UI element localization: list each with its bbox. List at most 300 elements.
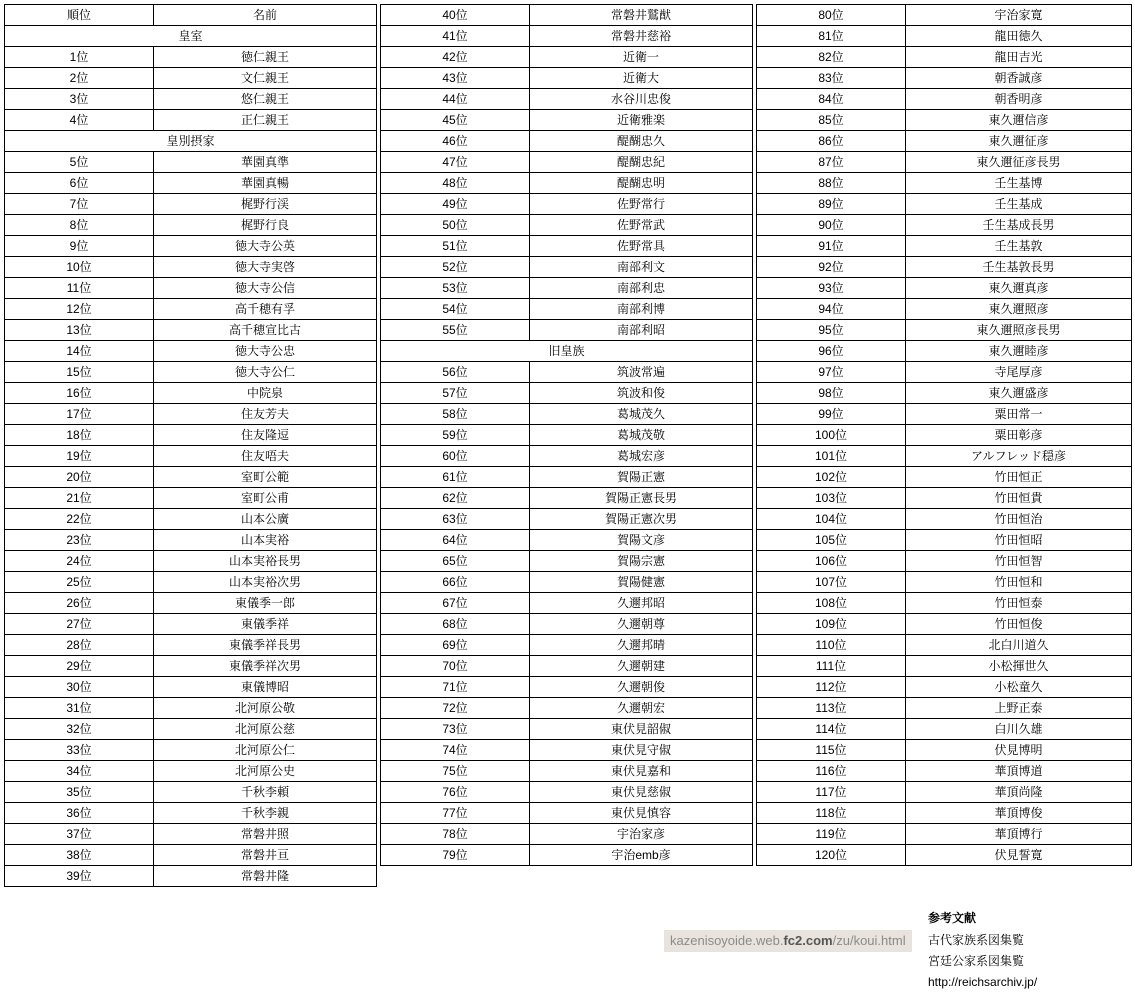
cell-rank: 110位 bbox=[757, 635, 906, 656]
table-row bbox=[381, 362, 753, 383]
table-row bbox=[381, 740, 753, 761]
cell-rank: 17位 bbox=[5, 404, 154, 425]
cell-rank: 106位 bbox=[757, 551, 906, 572]
cell-name: 千秋李頼 bbox=[154, 782, 377, 803]
cell-rank: 103位 bbox=[757, 488, 906, 509]
table-row bbox=[5, 152, 377, 173]
cell-name: 久邇朝俊 bbox=[530, 677, 753, 698]
cell-name: 賀陽正憲次男 bbox=[530, 509, 753, 530]
cell-rank: 99位 bbox=[757, 404, 906, 425]
cell-rank: 70位 bbox=[381, 656, 530, 677]
cell-name: 東久邇征彦 bbox=[906, 131, 1132, 152]
cell-name: 小松揮世久 bbox=[906, 656, 1132, 677]
cell-rank: 37位 bbox=[5, 824, 154, 845]
cell-rank: 79位 bbox=[381, 845, 530, 866]
table-body-3 bbox=[757, 5, 1132, 866]
table-row bbox=[5, 47, 377, 68]
cell-name: 東儀博昭 bbox=[154, 677, 377, 698]
table-row bbox=[757, 593, 1132, 614]
cell-name: 東儀季一郎 bbox=[154, 593, 377, 614]
table-row bbox=[757, 152, 1132, 173]
cell-rank: 65位 bbox=[381, 551, 530, 572]
cell-name: 粟田彰彦 bbox=[906, 425, 1132, 446]
cell-rank: 11位 bbox=[5, 278, 154, 299]
table-row bbox=[757, 68, 1132, 89]
cell-rank: 84位 bbox=[757, 89, 906, 110]
cell-name: 東儀季祥 bbox=[154, 614, 377, 635]
cell-name: 壬生基成 bbox=[906, 194, 1132, 215]
cell-name: 水谷川忠俊 bbox=[530, 89, 753, 110]
table-row bbox=[757, 215, 1132, 236]
cell-name: 常磐井照 bbox=[154, 824, 377, 845]
table-row bbox=[5, 110, 377, 131]
table-row bbox=[5, 572, 377, 593]
table-row bbox=[757, 509, 1132, 530]
cell-name: 北河原公仁 bbox=[154, 740, 377, 761]
table-row bbox=[381, 593, 753, 614]
succession-table-2 bbox=[380, 4, 753, 866]
cell-rank: 93位 bbox=[757, 278, 906, 299]
cell-name: 葛城茂敬 bbox=[530, 425, 753, 446]
cell-rank: 114位 bbox=[757, 719, 906, 740]
cell-rank: 57位 bbox=[381, 383, 530, 404]
cell-name: 常磐井亘 bbox=[154, 845, 377, 866]
table-row bbox=[381, 194, 753, 215]
cell-rank: 51位 bbox=[381, 236, 530, 257]
cell-rank: 102位 bbox=[757, 467, 906, 488]
table-row bbox=[381, 719, 753, 740]
cell-rank: 98位 bbox=[757, 383, 906, 404]
section-label: 皇室 bbox=[5, 26, 377, 47]
table-row bbox=[381, 26, 753, 47]
cell-name: 賀陽健憲 bbox=[530, 572, 753, 593]
cell-rank: 95位 bbox=[757, 320, 906, 341]
cell-rank: 38位 bbox=[5, 845, 154, 866]
table-row bbox=[5, 215, 377, 236]
table-row bbox=[5, 803, 377, 824]
section-row bbox=[5, 131, 377, 152]
cell-rank: 68位 bbox=[381, 614, 530, 635]
table-row bbox=[5, 362, 377, 383]
table-row bbox=[757, 5, 1132, 26]
cell-name: 伏見誓寛 bbox=[906, 845, 1132, 866]
cell-rank: 29位 bbox=[5, 656, 154, 677]
cell-name: 東久邇信彦 bbox=[906, 110, 1132, 131]
table-row bbox=[381, 215, 753, 236]
cell-name: 東儀季祥長男 bbox=[154, 635, 377, 656]
cell-rank: 83位 bbox=[757, 68, 906, 89]
table-row bbox=[381, 488, 753, 509]
url-highlight: fc2.com bbox=[783, 933, 833, 948]
cell-name: 竹田恒貴 bbox=[906, 488, 1132, 509]
table-row bbox=[5, 488, 377, 509]
cell-rank: 112位 bbox=[757, 677, 906, 698]
table-row bbox=[757, 236, 1132, 257]
table-row bbox=[381, 5, 753, 26]
cell-rank: 59位 bbox=[381, 425, 530, 446]
cell-name: 常磐井慈裕 bbox=[530, 26, 753, 47]
table-row bbox=[757, 824, 1132, 845]
cell-name: 東伏見慈俶 bbox=[530, 782, 753, 803]
cell-name: 高千穂有孚 bbox=[154, 299, 377, 320]
cell-rank: 40位 bbox=[381, 5, 530, 26]
cell-rank: 30位 bbox=[5, 677, 154, 698]
section-label: 旧皇族 bbox=[381, 341, 753, 362]
cell-rank: 1位 bbox=[5, 47, 154, 68]
cell-rank: 15位 bbox=[5, 362, 154, 383]
cell-name: 賀陽正憲長男 bbox=[530, 488, 753, 509]
cell-name: 南部利文 bbox=[530, 257, 753, 278]
table-row bbox=[5, 845, 377, 866]
table-row bbox=[381, 236, 753, 257]
cell-rank: 4位 bbox=[5, 110, 154, 131]
url-prefix: kazenisoyoide.web. bbox=[670, 933, 784, 948]
table-row bbox=[757, 782, 1132, 803]
table-row bbox=[381, 68, 753, 89]
cell-name: 粟田常一 bbox=[906, 404, 1132, 425]
cell-name: 竹田恒正 bbox=[906, 467, 1132, 488]
table-row bbox=[5, 425, 377, 446]
cell-name: 徳大寺公仁 bbox=[154, 362, 377, 383]
cell-name: 東伏見韶俶 bbox=[530, 719, 753, 740]
table-row bbox=[381, 299, 753, 320]
cell-name: 常磐井鷲猷 bbox=[530, 5, 753, 26]
table-row bbox=[757, 320, 1132, 341]
table-row bbox=[381, 614, 753, 635]
cell-rank: 60位 bbox=[381, 446, 530, 467]
cell-name: 久邇朝尊 bbox=[530, 614, 753, 635]
cell-rank: 81位 bbox=[757, 26, 906, 47]
reference-item-1: 古代家族系図集覧 bbox=[928, 933, 1025, 947]
cell-rank: 120位 bbox=[757, 845, 906, 866]
cell-rank: 92位 bbox=[757, 257, 906, 278]
references-block bbox=[928, 908, 1037, 993]
table-row bbox=[5, 257, 377, 278]
cell-rank: 104位 bbox=[757, 509, 906, 530]
table-row bbox=[381, 635, 753, 656]
cell-name: 竹田恒治 bbox=[906, 509, 1132, 530]
column-2 bbox=[380, 4, 752, 866]
cell-rank: 87位 bbox=[757, 152, 906, 173]
cell-rank: 97位 bbox=[757, 362, 906, 383]
cell-name: 北河原公史 bbox=[154, 761, 377, 782]
cell-rank: 116位 bbox=[757, 761, 906, 782]
section-label: 皇別摂家 bbox=[5, 131, 377, 152]
cell-name: 白川久雄 bbox=[906, 719, 1132, 740]
cell-rank: 10位 bbox=[5, 257, 154, 278]
cell-rank: 55位 bbox=[381, 320, 530, 341]
cell-name: 宇治家寛 bbox=[906, 5, 1132, 26]
cell-rank: 109位 bbox=[757, 614, 906, 635]
cell-rank: 42位 bbox=[381, 47, 530, 68]
table-row bbox=[5, 530, 377, 551]
cell-rank: 47位 bbox=[381, 152, 530, 173]
cell-name: 久邇邦晴 bbox=[530, 635, 753, 656]
cell-name: 筑波和俊 bbox=[530, 383, 753, 404]
table-row bbox=[381, 320, 753, 341]
cell-name: 山本実裕次男 bbox=[154, 572, 377, 593]
cell-rank: 25位 bbox=[5, 572, 154, 593]
cell-name: 文仁親王 bbox=[154, 68, 377, 89]
cell-rank: 61位 bbox=[381, 467, 530, 488]
cell-name: 住友隆逗 bbox=[154, 425, 377, 446]
cell-name: 華園真準 bbox=[154, 152, 377, 173]
table-row bbox=[5, 341, 377, 362]
table-row bbox=[757, 656, 1132, 677]
table-row bbox=[381, 824, 753, 845]
table-body-1 bbox=[5, 5, 377, 887]
table-row bbox=[5, 383, 377, 404]
cell-name: 佐野常武 bbox=[530, 215, 753, 236]
cell-rank: 71位 bbox=[381, 677, 530, 698]
cell-name: 壬生基敦長男 bbox=[906, 257, 1132, 278]
reference-item-3: http://reichsarchiv.jp/ bbox=[928, 975, 1038, 989]
cell-rank: 118位 bbox=[757, 803, 906, 824]
source-url bbox=[664, 930, 912, 952]
cell-name: 東久邇照彦長男 bbox=[906, 320, 1132, 341]
cell-name: 高千穂宣比古 bbox=[154, 320, 377, 341]
table-row bbox=[5, 614, 377, 635]
cell-name: 徳仁親王 bbox=[154, 47, 377, 68]
table-row bbox=[757, 635, 1132, 656]
table-row bbox=[5, 551, 377, 572]
table-row bbox=[381, 803, 753, 824]
cell-rank: 48位 bbox=[381, 173, 530, 194]
cell-name: 壬生基成長男 bbox=[906, 215, 1132, 236]
table-row bbox=[757, 719, 1132, 740]
table-row bbox=[757, 278, 1132, 299]
cell-name: 龍田徳久 bbox=[906, 26, 1132, 47]
column-3 bbox=[756, 4, 1131, 866]
cell-name: 南部利忠 bbox=[530, 278, 753, 299]
cell-rank: 107位 bbox=[757, 572, 906, 593]
cell-name: 朝香明彦 bbox=[906, 89, 1132, 110]
cell-rank: 86位 bbox=[757, 131, 906, 152]
table-row bbox=[5, 446, 377, 467]
cell-rank: 43位 bbox=[381, 68, 530, 89]
cell-name: 華頂博俊 bbox=[906, 803, 1132, 824]
cell-rank: 108位 bbox=[757, 593, 906, 614]
table-row bbox=[757, 677, 1132, 698]
cell-name: 住友唔夫 bbox=[154, 446, 377, 467]
table-row bbox=[757, 467, 1132, 488]
cell-rank: 45位 bbox=[381, 110, 530, 131]
cell-rank: 31位 bbox=[5, 698, 154, 719]
table-row bbox=[757, 257, 1132, 278]
cell-rank: 22位 bbox=[5, 509, 154, 530]
cell-rank: 74位 bbox=[381, 740, 530, 761]
cell-name: 久邇朝宏 bbox=[530, 698, 753, 719]
table-row bbox=[381, 677, 753, 698]
cell-name: 北河原公慈 bbox=[154, 719, 377, 740]
table-row bbox=[757, 446, 1132, 467]
cell-name: 朝香誠彦 bbox=[906, 68, 1132, 89]
cell-rank: 49位 bbox=[381, 194, 530, 215]
table-row bbox=[5, 761, 377, 782]
table-row bbox=[381, 89, 753, 110]
table-row bbox=[5, 656, 377, 677]
cell-name: 上野正泰 bbox=[906, 698, 1132, 719]
table-row bbox=[5, 740, 377, 761]
cell-name: 醍醐忠紀 bbox=[530, 152, 753, 173]
cell-name: 寺尾厚彦 bbox=[906, 362, 1132, 383]
cell-name: 壬生基敦 bbox=[906, 236, 1132, 257]
cell-rank: 53位 bbox=[381, 278, 530, 299]
table-row bbox=[381, 425, 753, 446]
cell-name: 室町公甫 bbox=[154, 488, 377, 509]
table-row bbox=[381, 404, 753, 425]
succession-table-3 bbox=[756, 4, 1132, 866]
table-row bbox=[5, 404, 377, 425]
cell-rank: 36位 bbox=[5, 803, 154, 824]
table-row bbox=[757, 551, 1132, 572]
cell-rank: 113位 bbox=[757, 698, 906, 719]
cell-name: 南部利博 bbox=[530, 299, 753, 320]
cell-rank: 101位 bbox=[757, 446, 906, 467]
cell-rank: 20位 bbox=[5, 467, 154, 488]
cell-name: 中院泉 bbox=[154, 383, 377, 404]
cell-name: 徳大寺公信 bbox=[154, 278, 377, 299]
cell-rank: 77位 bbox=[381, 803, 530, 824]
cell-name: 東伏見嘉和 bbox=[530, 761, 753, 782]
cell-rank: 94位 bbox=[757, 299, 906, 320]
column-header-rank: 順位 bbox=[5, 5, 154, 26]
table-row bbox=[381, 383, 753, 404]
cell-rank: 58位 bbox=[381, 404, 530, 425]
cell-rank: 23位 bbox=[5, 530, 154, 551]
table-row bbox=[757, 803, 1132, 824]
table-header-row bbox=[5, 5, 377, 26]
cell-rank: 54位 bbox=[381, 299, 530, 320]
column-header-name: 名前 bbox=[154, 5, 377, 26]
cell-rank: 66位 bbox=[381, 572, 530, 593]
cell-rank: 119位 bbox=[757, 824, 906, 845]
cell-name: 山本実裕長男 bbox=[154, 551, 377, 572]
cell-name: 東久邇盛彦 bbox=[906, 383, 1132, 404]
cell-name: 東久邇征彦長男 bbox=[906, 152, 1132, 173]
table-row bbox=[757, 404, 1132, 425]
cell-rank: 41位 bbox=[381, 26, 530, 47]
cell-name: 壬生基博 bbox=[906, 173, 1132, 194]
cell-rank: 39位 bbox=[5, 866, 154, 887]
table-row bbox=[381, 446, 753, 467]
cell-name: 東久邇照彦 bbox=[906, 299, 1132, 320]
cell-rank: 16位 bbox=[5, 383, 154, 404]
cell-name: 醍醐忠久 bbox=[530, 131, 753, 152]
table-row bbox=[757, 614, 1132, 635]
cell-name: 常磐井隆 bbox=[154, 866, 377, 887]
table-row bbox=[757, 173, 1132, 194]
table-row bbox=[5, 593, 377, 614]
cell-name: 北河原公敬 bbox=[154, 698, 377, 719]
table-row bbox=[757, 698, 1132, 719]
cell-rank: 2位 bbox=[5, 68, 154, 89]
cell-name: 近衛一 bbox=[530, 47, 753, 68]
cell-name: 竹田恒和 bbox=[906, 572, 1132, 593]
cell-rank: 115位 bbox=[757, 740, 906, 761]
cell-name: 葛城宏彦 bbox=[530, 446, 753, 467]
table-row bbox=[381, 761, 753, 782]
table-row bbox=[5, 89, 377, 110]
cell-name: 竹田恒俊 bbox=[906, 614, 1132, 635]
cell-rank: 35位 bbox=[5, 782, 154, 803]
cell-name: 醍醐忠明 bbox=[530, 173, 753, 194]
cell-name: 近衛雅楽 bbox=[530, 110, 753, 131]
table-row bbox=[5, 509, 377, 530]
table-row bbox=[757, 845, 1132, 866]
table-row bbox=[381, 110, 753, 131]
table-row bbox=[5, 782, 377, 803]
cell-rank: 6位 bbox=[5, 173, 154, 194]
cell-rank: 78位 bbox=[381, 824, 530, 845]
cell-rank: 56位 bbox=[381, 362, 530, 383]
cell-rank: 82位 bbox=[757, 47, 906, 68]
cell-name: 悠仁親王 bbox=[154, 89, 377, 110]
table-row bbox=[757, 89, 1132, 110]
cell-rank: 63位 bbox=[381, 509, 530, 530]
cell-rank: 117位 bbox=[757, 782, 906, 803]
footer bbox=[0, 900, 1135, 989]
table-row bbox=[757, 194, 1132, 215]
cell-name: 徳大寺公英 bbox=[154, 236, 377, 257]
table-row bbox=[5, 677, 377, 698]
table-row bbox=[381, 551, 753, 572]
table-row bbox=[381, 572, 753, 593]
cell-name: 宇治家彦 bbox=[530, 824, 753, 845]
cell-name: 徳大寺公忠 bbox=[154, 341, 377, 362]
table-row bbox=[757, 572, 1132, 593]
table-row bbox=[381, 656, 753, 677]
cell-rank: 100位 bbox=[757, 425, 906, 446]
cell-rank: 3位 bbox=[5, 89, 154, 110]
table-row bbox=[381, 845, 753, 866]
cell-name: 北白川道久 bbox=[906, 635, 1132, 656]
table-row bbox=[381, 152, 753, 173]
cell-rank: 13位 bbox=[5, 320, 154, 341]
cell-name: 正仁親王 bbox=[154, 110, 377, 131]
cell-name: 竹田恒泰 bbox=[906, 593, 1132, 614]
cell-name: 東久邇真彦 bbox=[906, 278, 1132, 299]
cell-rank: 96位 bbox=[757, 341, 906, 362]
cell-rank: 18位 bbox=[5, 425, 154, 446]
cell-rank: 19位 bbox=[5, 446, 154, 467]
table-row bbox=[757, 425, 1132, 446]
cell-rank: 26位 bbox=[5, 593, 154, 614]
succession-table-1 bbox=[4, 4, 377, 887]
table-row bbox=[381, 530, 753, 551]
cell-rank: 73位 bbox=[381, 719, 530, 740]
cell-rank: 69位 bbox=[381, 635, 530, 656]
table-row bbox=[5, 236, 377, 257]
table-row bbox=[5, 866, 377, 887]
cell-name: 山本実裕 bbox=[154, 530, 377, 551]
table-row bbox=[381, 173, 753, 194]
table-row bbox=[757, 131, 1132, 152]
cell-name: 久邇朝建 bbox=[530, 656, 753, 677]
table-row bbox=[381, 782, 753, 803]
cell-name: 竹田恒智 bbox=[906, 551, 1132, 572]
cell-name: アルフレッド穏彦 bbox=[906, 446, 1132, 467]
table-row bbox=[5, 719, 377, 740]
table-row bbox=[381, 131, 753, 152]
table-row bbox=[381, 467, 753, 488]
cell-rank: 67位 bbox=[381, 593, 530, 614]
cell-rank: 28位 bbox=[5, 635, 154, 656]
table-row bbox=[757, 530, 1132, 551]
cell-rank: 72位 bbox=[381, 698, 530, 719]
table-row bbox=[757, 383, 1132, 404]
table-row bbox=[757, 362, 1132, 383]
